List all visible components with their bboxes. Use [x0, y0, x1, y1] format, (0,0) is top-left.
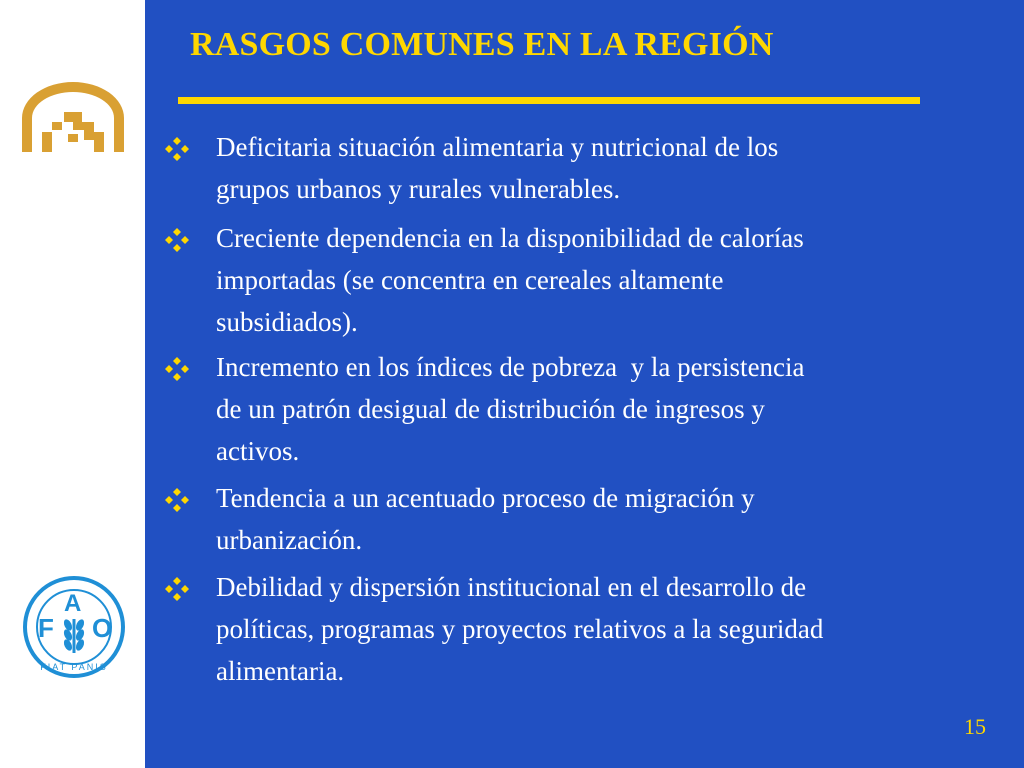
bullet-line: Tendencia a un acentuado proceso de migración y: [216, 483, 755, 513]
slide-title: RASGOS COMUNES EN LA REGIÓN: [190, 26, 774, 63]
bullet-text: [216, 217, 996, 343]
diamond-bullet-icon: [164, 487, 190, 513]
bullet-text: [216, 477, 996, 561]
logo-sidebar: [0, 0, 145, 768]
page-number: 15: [964, 714, 986, 739]
bullet-text: [216, 346, 996, 472]
bullet-line: urbanización.: [216, 525, 363, 555]
andean-logo-icon: [18, 78, 128, 156]
bullet-line: políticas, programas y proyectos relativos a la seguridad: [216, 614, 824, 644]
bullet-line: importadas (se concentra en cereales altamente: [216, 265, 724, 295]
bullet-line: de un patrón desigual de distribución de ingresos y: [216, 394, 765, 424]
fao-logo-icon: [22, 575, 126, 679]
diamond-bullet-icon: [164, 356, 190, 382]
diamond-bullet-icon: [164, 576, 190, 602]
bullet-text: [216, 126, 996, 210]
bullet-text: [216, 566, 996, 692]
wheat-ear-icon: [62, 618, 85, 653]
title-underline: [178, 97, 920, 104]
fao-letter-a: A: [64, 590, 82, 617]
fao-letter-o: O: [92, 613, 113, 643]
bullet-line: subsidiados).: [216, 307, 358, 337]
bullet-line: Creciente dependencia en la disponibilidad de calorías: [216, 223, 804, 253]
bullet-line: activos.: [216, 436, 300, 466]
bullet-line: alimentaria.: [216, 656, 345, 686]
diamond-bullet-icon: [164, 227, 190, 253]
fao-letter-f: F: [38, 613, 54, 643]
bullet-line: Deficitaria situación alimentaria y nutricional de los: [216, 132, 779, 162]
bullet-line: grupos urbanos y rurales vulnerables.: [216, 174, 621, 204]
bullet-line: Incremento en los índices de pobreza y la persistencia: [216, 352, 805, 382]
diamond-bullet-icon: [164, 136, 190, 162]
bullet-line: Debilidad y dispersión institucional en el desarrollo de: [216, 572, 807, 602]
fao-motto: FIAT PANIS: [40, 662, 108, 672]
